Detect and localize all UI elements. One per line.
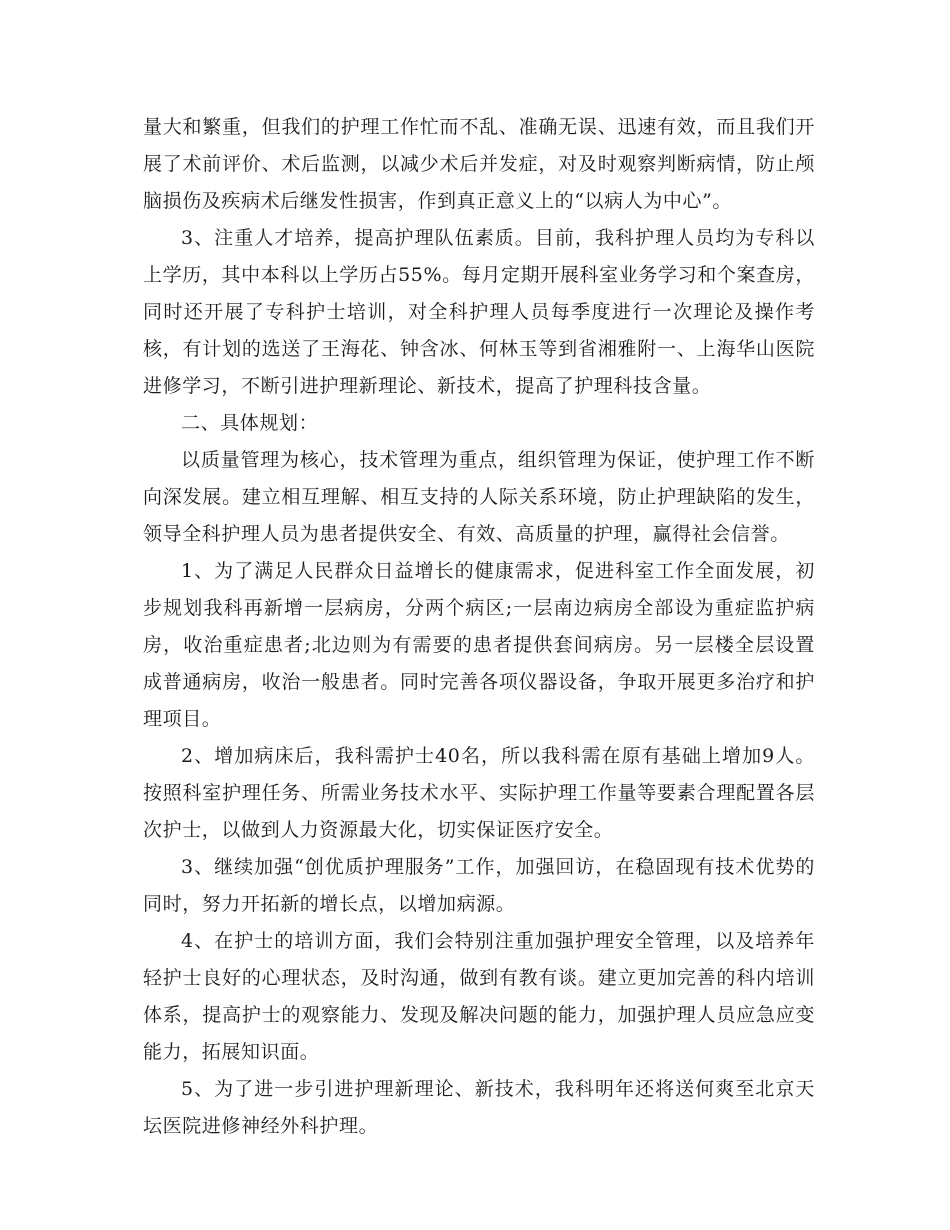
paragraph-plan-item-1: 1、为了满足人民群众日益增长的健康需求，促进科室工作全面发展，初步规划我科再新增一层病房，分两个病区;一层南边病房全部设为重症监护病房，收治重症患者;北边则为有需要的患者提供套间病房。另一层楼全层设置成普通病房，收治一般患者。同时完善各项仪器设备，争取开展更多治疗和护理项目。 xyxy=(143,560,815,730)
paragraph-continuation: 量大和繁重，但我们的护理工作忙而不乱、准确无误、迅速有效，而且我们开展了术前评价、术后监测，以减少术后并发症，对及时观察判断病情，防止颅脑损伤及疾病术后继发性损害，作到真正意义上的“以病人为中心”。 xyxy=(143,116,815,212)
paragraph-plan-item-2: 2、增加病床后，我科需护士40名，所以我科需在原有基础上增加9人。按照科室护理任务、所需业务技术水平、实际护理工作量等要素合理配置各层次护士，以做到人力资源最大化，切实保证医疗安全。 xyxy=(143,745,815,841)
paragraph-talent-training: 3、注重人才培养，提高护理队伍素质。目前，我科护理人员均为专科以上学历，其中本科以上学历占55%。每月定期开展科室业务学习和个案查房，同时还开展了专科护士培训，对全科护理人员每季度进行一次理论及操作考核，有计划的选送了王海花、钟含冰、何林玉等到省湘雅附一、上海华山医院进修学习，不断引进护理新理论、新技术，提高了护理科技含量。 xyxy=(143,227,815,397)
section-heading-plan: 二、具体规划： xyxy=(181,412,319,434)
paragraph-plan-item-3: 3、继续加强“创优质护理服务”工作，加强回访，在稳固现有技术优势的同时，努力开拓新的增长点，以增加病源。 xyxy=(143,856,815,915)
paragraph-plan-intro: 以质量管理为核心，技术管理为重点，组织管理为保证，使护理工作不断向深发展。建立相互理解、相互支持的人际关系环境，防止护理缺陷的发生，领导全科护理人员为患者提供安全、有效、高质量的护理，赢得社会信誉。 xyxy=(143,449,815,545)
document-body xyxy=(143,109,815,1145)
paragraph-plan-item-4: 4、在护士的培训方面，我们会特别注重加强护理安全管理，以及培养年轻护士良好的心理状态，及时沟通，做到有教有谈。建立更加完善的科内培训体系，提高护士的观察能力、发现及解决问题的能力，加强护理人员应急应变能力，拓展知识面。 xyxy=(143,930,815,1063)
paragraph-plan-item-5: 5、为了进一步引进护理新理论、新技术，我科明年还将送何爽至北京天坛医院进修神经外科护理。 xyxy=(143,1078,815,1137)
